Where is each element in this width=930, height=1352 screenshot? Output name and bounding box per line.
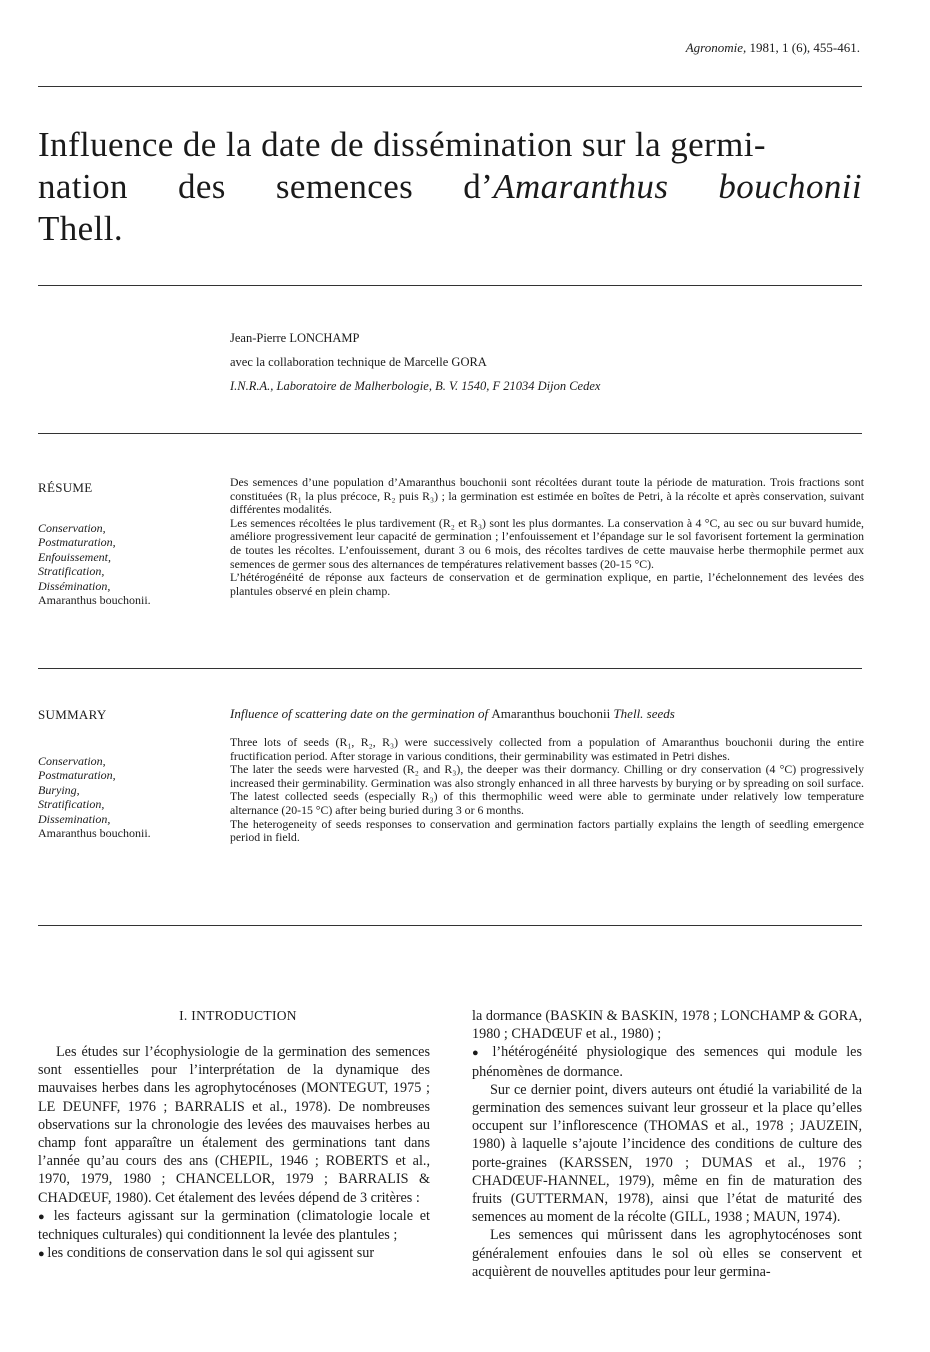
title-line-1: Influence de la date de dissémination sur la germi- bbox=[38, 125, 766, 164]
title-line-3: Thell. bbox=[38, 209, 124, 248]
title-line-2 bbox=[38, 166, 862, 208]
keyword: Dissémination, bbox=[38, 578, 111, 593]
resume-keywords bbox=[38, 521, 218, 607]
body-paragraph: Sur ce dernier point, divers auteurs ont étudié la variabilité de la germination des semences suivant leur grosseur et la place qu’elles occupent sur l’inflorescence (THOMAS et al., 1978 ; JAUZEIN, 1980) à laquelle s’ajoute l’incidence des conditions de culture des porte-graines (KARSSEN, 1970 ; DUMAS et al., 1976 ; CHADŒUF-HANNEL, 1979), même en fin de maturation des fruits (GUTTERMAN, 1978), ainsi que l’état de maturité des semences au moment de la récolte (GILL, 1938 ; MAUN, 1974). bbox=[472, 1081, 862, 1226]
summary-paragraph: The later the seeds were harvested (R₂ and R₃), the deeper was their dormancy. Chilling or dry conservation (4 °C) progressively increased their germinability. Germination was also strongly enhanced in all three harvests by burying or by spreading on soil surface. The latest collected seeds (especially R₃) of this thermophilic weed were able to germinate under relatively low temperature alternance (20-15 °C) after being buried during 3 or 6 months. bbox=[230, 762, 864, 817]
title-word: des bbox=[177, 167, 226, 206]
title-word: bouchonii bbox=[718, 167, 862, 206]
resume-paragraph: Les semences récoltées le plus tardivement (R₂ et R₃) sont les plus dormantes. La conservation à 4 °C, au sec ou sur buvard humide, améliore progressivement leur capacité de germination ; l’enfouissement et l’épandage sur le sol favorisent fortement la germination de toutes les récoltes. L’enfouissement, durant 3 ou 6 mois, des récoltes tardives de cette mauvaise herbe thermophile permet aux semences de germer sous des alternances de températures relativement basses (20-15 °C). bbox=[230, 515, 864, 571]
keyword: Postmaturation, bbox=[38, 768, 116, 783]
title-word: semences bbox=[275, 167, 414, 206]
author-block bbox=[230, 326, 600, 398]
page-title bbox=[38, 124, 862, 250]
body-paragraph: Les études sur l’écophysiologie de la germination des semences sont essentielles pour l’interprétation de la dynamique des mauvaises herbes dans les agrophytocénoses (MONTEGUT, 1975 ; LE DEUNFF, 1976 ; BARRALIS et al., 1978). De nombreuses observations sur la chronologie des levées des mauvaises herbes au champ font apparaître un étalement des germinations tant dans l’année qu’au cours des ans (CHEPIL, 1946 ; ROBERTS et al., 1970, 1979, 1980 ; CHANCELLOR, 1979 ; BARRALIS & CHADŒUF, 1980). Cet étalement des levées dépend de 3 critères : bbox=[38, 1044, 430, 1206]
resume-abstract bbox=[230, 476, 864, 598]
resume-rule bbox=[38, 668, 862, 669]
body-paragraph: Les semences qui mûrissent dans les agrophytocénoses sont généralement enfouies dans le sol où elles se conservent et acquièrent de nouvelles aptitudes pour leur germina- bbox=[472, 1227, 862, 1280]
author-affiliation: I.N.R.A., Laboratoire de Malherbologie, B. V. 1540, F 21034 Dijon Cedex bbox=[230, 379, 601, 393]
keyword: Postmaturation, bbox=[38, 535, 116, 550]
journal-name: Agronomie, bbox=[685, 40, 747, 55]
title-species: d’Amaranthus bbox=[463, 167, 669, 206]
summary-abstract bbox=[230, 736, 864, 845]
keyword: Conservation, bbox=[38, 521, 106, 535]
summary-title: Influence of scattering date on the germination of Amaranthus bouchonii Thell. seeds bbox=[230, 706, 675, 721]
summary-keywords bbox=[38, 754, 218, 840]
keyword: Stratification, bbox=[38, 564, 105, 579]
summary-paragraph: Three lots of seeds (R₁, R₂, R₃) were successively collected from a population of Amaranthus bouchonii during the entire fructification period. After storage in various conditions, their germinability was estimated in Petri dishes. bbox=[230, 735, 864, 763]
keyword: Enfouissement, bbox=[38, 549, 111, 564]
bullet-item: ● l’hétérogénéité physiologique des semences qui module les phénomènes de dormance. bbox=[472, 1043, 862, 1080]
authors-rule bbox=[38, 433, 862, 434]
keyword: Amaranthus bouchonii. bbox=[38, 826, 151, 841]
keyword: Burying, bbox=[38, 782, 80, 797]
resume-paragraph: L’hétérogénéité de réponse aux facteurs de conservation et de germination explique, en partie, l’échelonnement des levées des plantules observé en plein champ. bbox=[230, 570, 864, 598]
journal-details: 1981, 1 (6), 455-461. bbox=[749, 40, 860, 55]
summary-heading: SUMMARY bbox=[38, 707, 107, 722]
header-rule bbox=[38, 86, 862, 87]
keyword: Dissemination, bbox=[38, 811, 111, 826]
body-column-right bbox=[472, 1007, 862, 1281]
resume-heading: RÉSUME bbox=[38, 480, 93, 495]
body-paragraph: la dormance (BASKIN & BASKIN, 1978 ; LONCHAMP & GORA, 1980 ; CHADŒUF et al., 1980) ; bbox=[472, 1008, 862, 1043]
bullet-item: ● les facteurs agissant sur la germination (climatologie locale et techniques culturales) qui conditionnent la levée des plantules ; bbox=[38, 1207, 430, 1244]
bullet-item: ● les conditions de conservation dans le sol qui agissent sur bbox=[38, 1244, 430, 1263]
keyword: Amaranthus bouchonii. bbox=[38, 593, 151, 608]
title-rule bbox=[38, 285, 862, 286]
resume-paragraph: Des semences d’une population d’Amaranthus bouchonii sont récoltées durant toute la période de maturation. Trois fractions sont constituées (R₁ la plus précoce, R₂ puis R₃) ; la germination est estimée en boîtes de Petri, à la récolte et après conservation, suivant différentes modalités. bbox=[230, 475, 864, 517]
summary-paragraph: The heterogeneity of seeds responses to conservation and germination factors partially explains the length of seedling emergence period in field. bbox=[230, 816, 864, 845]
keyword: Stratification, bbox=[38, 797, 105, 812]
author-collaboration: avec la collaboration technique de Marcelle GORA bbox=[230, 355, 487, 369]
body-column-left bbox=[38, 1043, 430, 1263]
summary-rule bbox=[38, 925, 862, 926]
journal-reference bbox=[686, 40, 860, 56]
keyword: Conservation, bbox=[38, 754, 106, 768]
author-name: Jean-Pierre LONCHAMP bbox=[230, 331, 360, 345]
introduction-heading: I. INTRODUCTION bbox=[179, 1008, 297, 1023]
title-word: nation bbox=[38, 167, 128, 206]
